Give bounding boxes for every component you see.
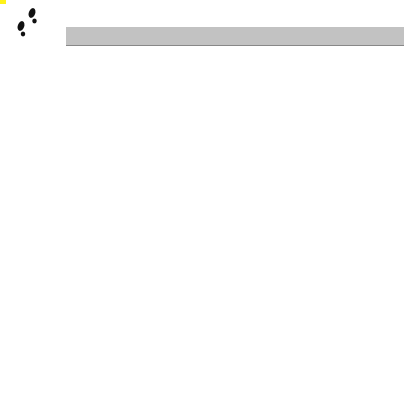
encaps-note xyxy=(0,0,6,4)
header-menu xyxy=(66,27,184,46)
router-settings-table xyxy=(66,27,404,46)
footsteps-icon xyxy=(12,6,42,42)
header-parameter xyxy=(184,27,244,46)
header-value xyxy=(244,27,404,46)
table-header-row xyxy=(66,27,404,46)
